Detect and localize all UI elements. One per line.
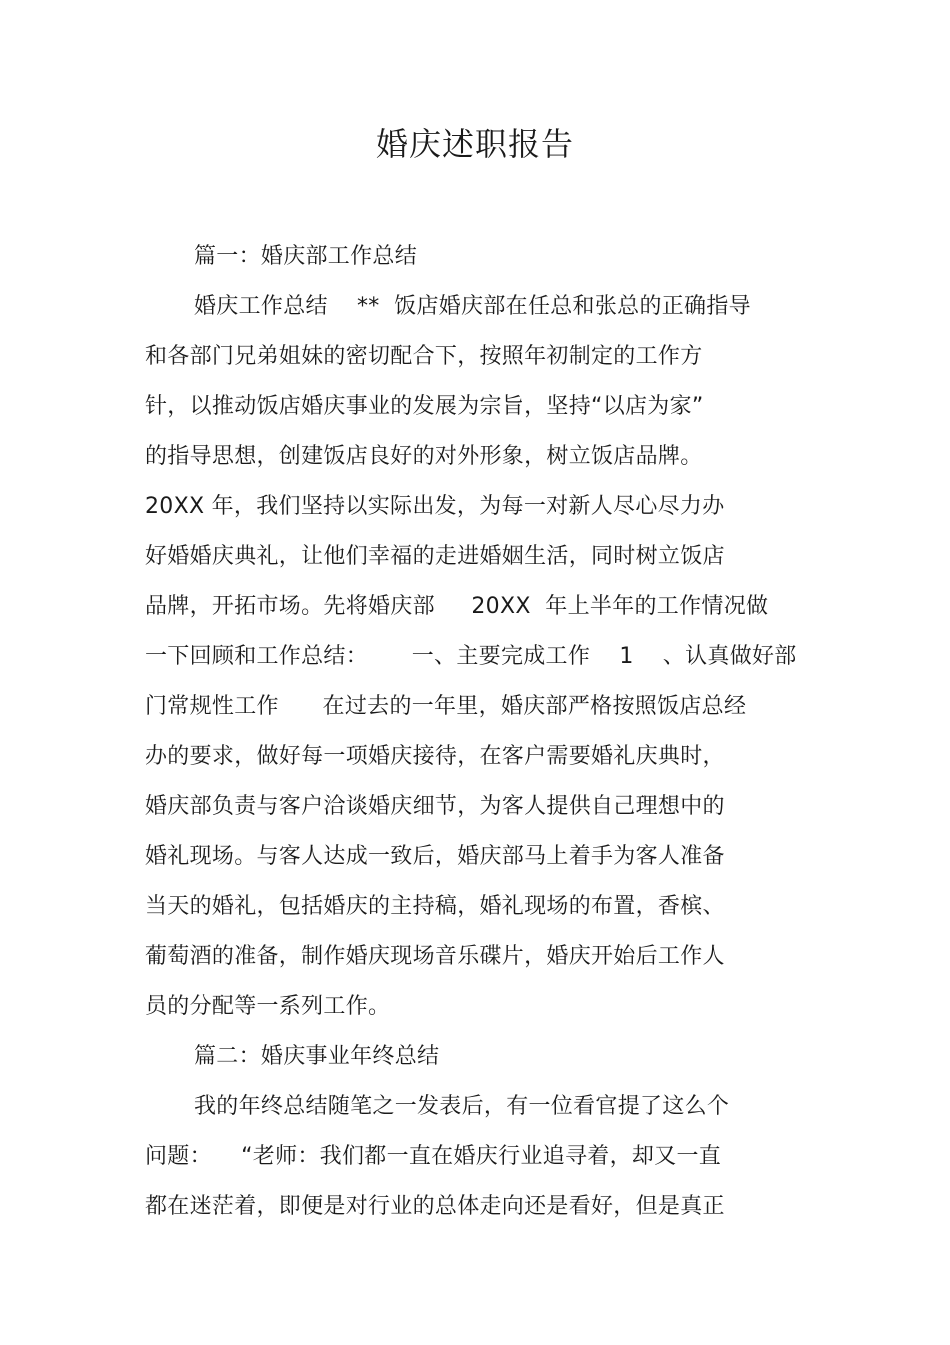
paragraph-line: 和各部门兄弟姐妹的密切配合下，按照年初制定的工作方 [145, 344, 703, 369]
paragraph-line: 问题： “老师：我们都一直在婚庆行业追寻着，却又一直 [145, 1144, 722, 1169]
paragraph-line: 品牌，开拓市场。先将婚庆部 20XX 年上半年的工作情况做 [145, 594, 769, 619]
paragraph-line: 员的分配等一系列工作。 [145, 994, 391, 1019]
section-heading-2: 篇二：婚庆事业年终总结 [194, 1044, 440, 1069]
section-heading-1: 篇一：婚庆部工作总结 [194, 244, 418, 269]
document-title: 婚庆述职报告 [375, 125, 574, 163]
paragraph-line: 当天的婚礼，包括婚庆的主持稿，婚礼现场的布置，香槟、 [145, 894, 725, 919]
paragraph-line: 针，以推动饭店婚庆事业的发展为宗旨，坚持“以店为家” [145, 394, 704, 419]
paragraph-line: 的指导思想，创建饭店良好的对外形象，树立饭店品牌。 [145, 444, 703, 469]
paragraph-line: 都在迷茫着，即便是对行业的总体走向还是看好，但是真正 [145, 1194, 725, 1219]
paragraph-line: 门常规性工作 在过去的一年里，婚庆部严格按照饭店总经 [145, 694, 747, 719]
paragraph-line: 20XX 年，我们坚持以实际出发，为每一对新人尽心尽力办 [145, 494, 725, 519]
paragraph-line: 好婚婚庆典礼，让他们幸福的走进婚姻生活，同时树立饭店 [145, 544, 725, 569]
paragraph-line: 婚庆工作总结 ** 饭店婚庆部在任总和张总的正确指导 [194, 294, 751, 319]
paragraph-line: 办的要求，做好每一项婚庆接待，在客户需要婚礼庆典时， [145, 744, 725, 769]
paragraph-line: 我的年终总结随笔之一发表后，有一位看官提了这么个 [194, 1094, 730, 1119]
paragraph-line: 一下回顾和工作总结： 一、主要完成工作 1 、认真做好部 [145, 644, 797, 669]
paragraph-line: 婚庆部负责与客户洽谈婚庆细节，为客人提供自己理想中的 [145, 794, 725, 819]
paragraph-line: 婚礼现场。与客人达成一致后，婚庆部马上着手为客人准备 [145, 844, 725, 869]
paragraph-line: 葡萄酒的准备，制作婚庆现场音乐碟片，婚庆开始后工作人 [145, 944, 725, 969]
